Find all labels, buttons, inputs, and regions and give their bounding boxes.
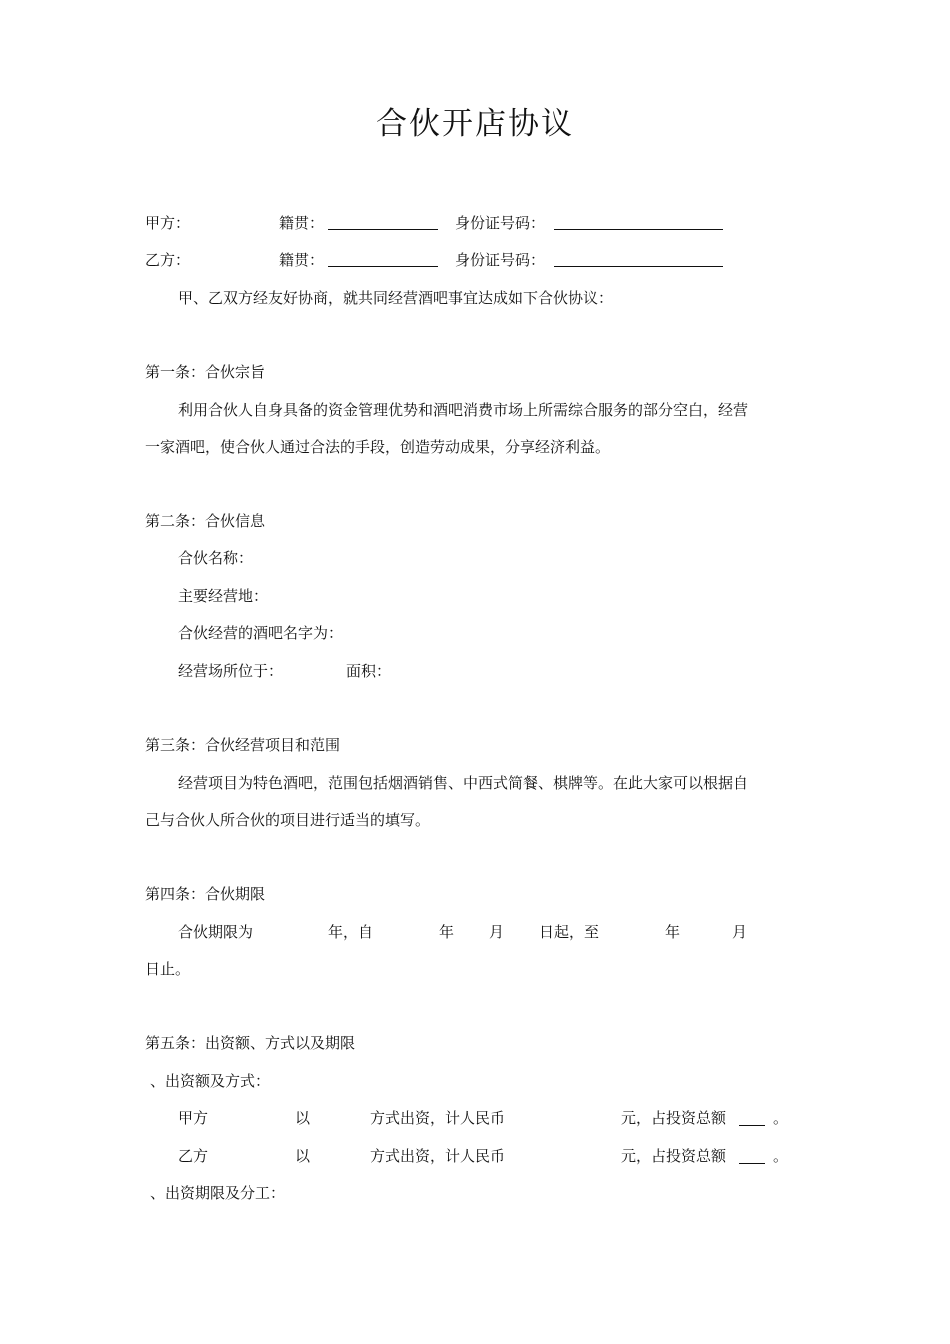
contribution-by-b: 以 — [295, 1147, 311, 1165]
end-year-label: 年 — [665, 923, 681, 941]
party-a-id-field[interactable] — [554, 229, 723, 230]
article-3-heading: 第三条：合伙经营项目和范围 — [145, 736, 341, 754]
contribution-by-a: 以 — [295, 1109, 311, 1127]
contribution-share-a: 元，占投资总额 — [621, 1109, 727, 1127]
contribution-period-b: 。 — [773, 1147, 789, 1165]
article-1-line-2: 一家酒吧，使合伙人通过合法的手段，创造劳动成果，分享经济利益。 — [145, 438, 611, 456]
contribution-method-b: 方式出资，计人民币 — [370, 1147, 506, 1165]
site-location-label: 经营场所位于： — [178, 662, 284, 680]
term-year-from: 年，自 — [328, 923, 374, 941]
article-4-heading: 第四条：合伙期限 — [145, 885, 266, 903]
partnership-name-label: 合伙名称： — [178, 549, 254, 567]
share-b-field[interactable] — [739, 1163, 765, 1164]
party-b-label: 乙方： — [145, 251, 191, 269]
contribution-method-a: 方式出资，计人民币 — [370, 1109, 506, 1127]
party-b-origin-label: 籍贯： — [279, 251, 325, 269]
main-location-label: 主要经营地： — [178, 587, 269, 605]
article-1-heading: 第一条：合伙宗旨 — [145, 363, 266, 381]
start-month-label: 月 — [489, 923, 505, 941]
article-3-line-2: 己与合伙人所合伙的项目进行适当的填写。 — [145, 811, 431, 829]
article-5-heading: 第五条：出资额、方式以及期限 — [145, 1034, 356, 1052]
article-2-heading: 第二条：合伙信息 — [145, 512, 266, 530]
share-a-field[interactable] — [739, 1125, 765, 1126]
contribution-share-b: 元，占投资总额 — [621, 1147, 727, 1165]
party-a-origin-field[interactable] — [328, 229, 438, 230]
end-month-label: 月 — [732, 923, 748, 941]
article-3-line-1: 经营项目为特色酒吧，范围包括烟酒销售、中西式简餐、棋牌等。在此大家可以根据自 — [178, 774, 749, 792]
contribution-period-subheading: 、出资期限及分工： — [150, 1184, 286, 1202]
party-b-origin-field[interactable] — [328, 266, 438, 267]
contribution-party-a: 甲方 — [178, 1109, 209, 1127]
end-day-label: 日止。 — [145, 960, 191, 978]
party-a-id-label: 身份证号码： — [455, 214, 546, 232]
contribution-subheading: 、出资额及方式： — [150, 1072, 271, 1090]
term-prefix: 合伙期限为 — [178, 923, 254, 941]
intro-paragraph: 甲、乙双方经友好协商，就共同经营酒吧事宜达成如下合伙协议： — [178, 289, 614, 307]
contribution-period-a: 。 — [773, 1109, 789, 1127]
party-a-label: 甲方： — [145, 214, 191, 232]
area-label: 面积： — [346, 662, 392, 680]
start-year-label: 年 — [439, 923, 455, 941]
start-day-label: 日起，至 — [539, 923, 600, 941]
party-b-id-field[interactable] — [554, 266, 723, 267]
page-title: 合伙开店协议 — [376, 106, 574, 142]
article-1-line-1: 利用合伙人自身具备的资金管理优势和酒吧消费市场上所需综合服务的部分空白，经营 — [178, 401, 749, 419]
contribution-party-b: 乙方 — [178, 1147, 209, 1165]
bar-name-label: 合伙经营的酒吧名字为： — [178, 624, 344, 642]
party-b-id-label: 身份证号码： — [455, 251, 546, 269]
party-a-origin-label: 籍贯： — [279, 214, 325, 232]
